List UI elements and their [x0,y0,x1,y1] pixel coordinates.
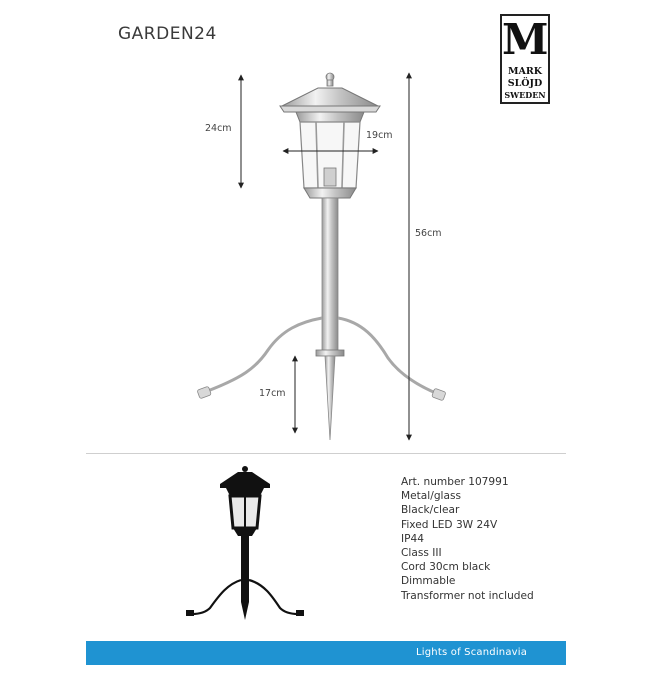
spec-light-source: Fixed LED 3W 24V [401,518,498,531]
spec-ip-rating: IP44 [401,532,424,545]
spec-material: Metal/glass [401,490,462,503]
dim-label-head-height: 24cm [205,123,232,134]
spec-transformer: Transformer not included [401,589,534,602]
spec-list [401,475,534,603]
dim-label-head-width: 19cm [366,130,393,141]
spec-dimmable: Dimmable [401,575,456,588]
section-divider [86,453,566,454]
logo-line-mark: MARK [507,66,543,77]
logo-line-slojd: SLÖJD [507,78,543,89]
spec-color: Black/clear [401,504,460,517]
spec-class: Class III [401,547,442,560]
dim-label-total-height: 56cm [415,228,442,239]
dim-label-spike-length: 17cm [259,388,286,399]
footer-bar [86,641,566,665]
logo-line-sweden: SWEDEN [504,90,546,100]
logo-initial: M [502,15,549,64]
footer-tagline: Lights of Scandinavia [416,647,528,658]
spec-article-number: Art. number 107991 [401,476,509,488]
spec-cord: Cord 30cm black [401,561,491,574]
lamp-black-icon [180,462,310,622]
product-title: GARDEN24 [118,24,217,44]
